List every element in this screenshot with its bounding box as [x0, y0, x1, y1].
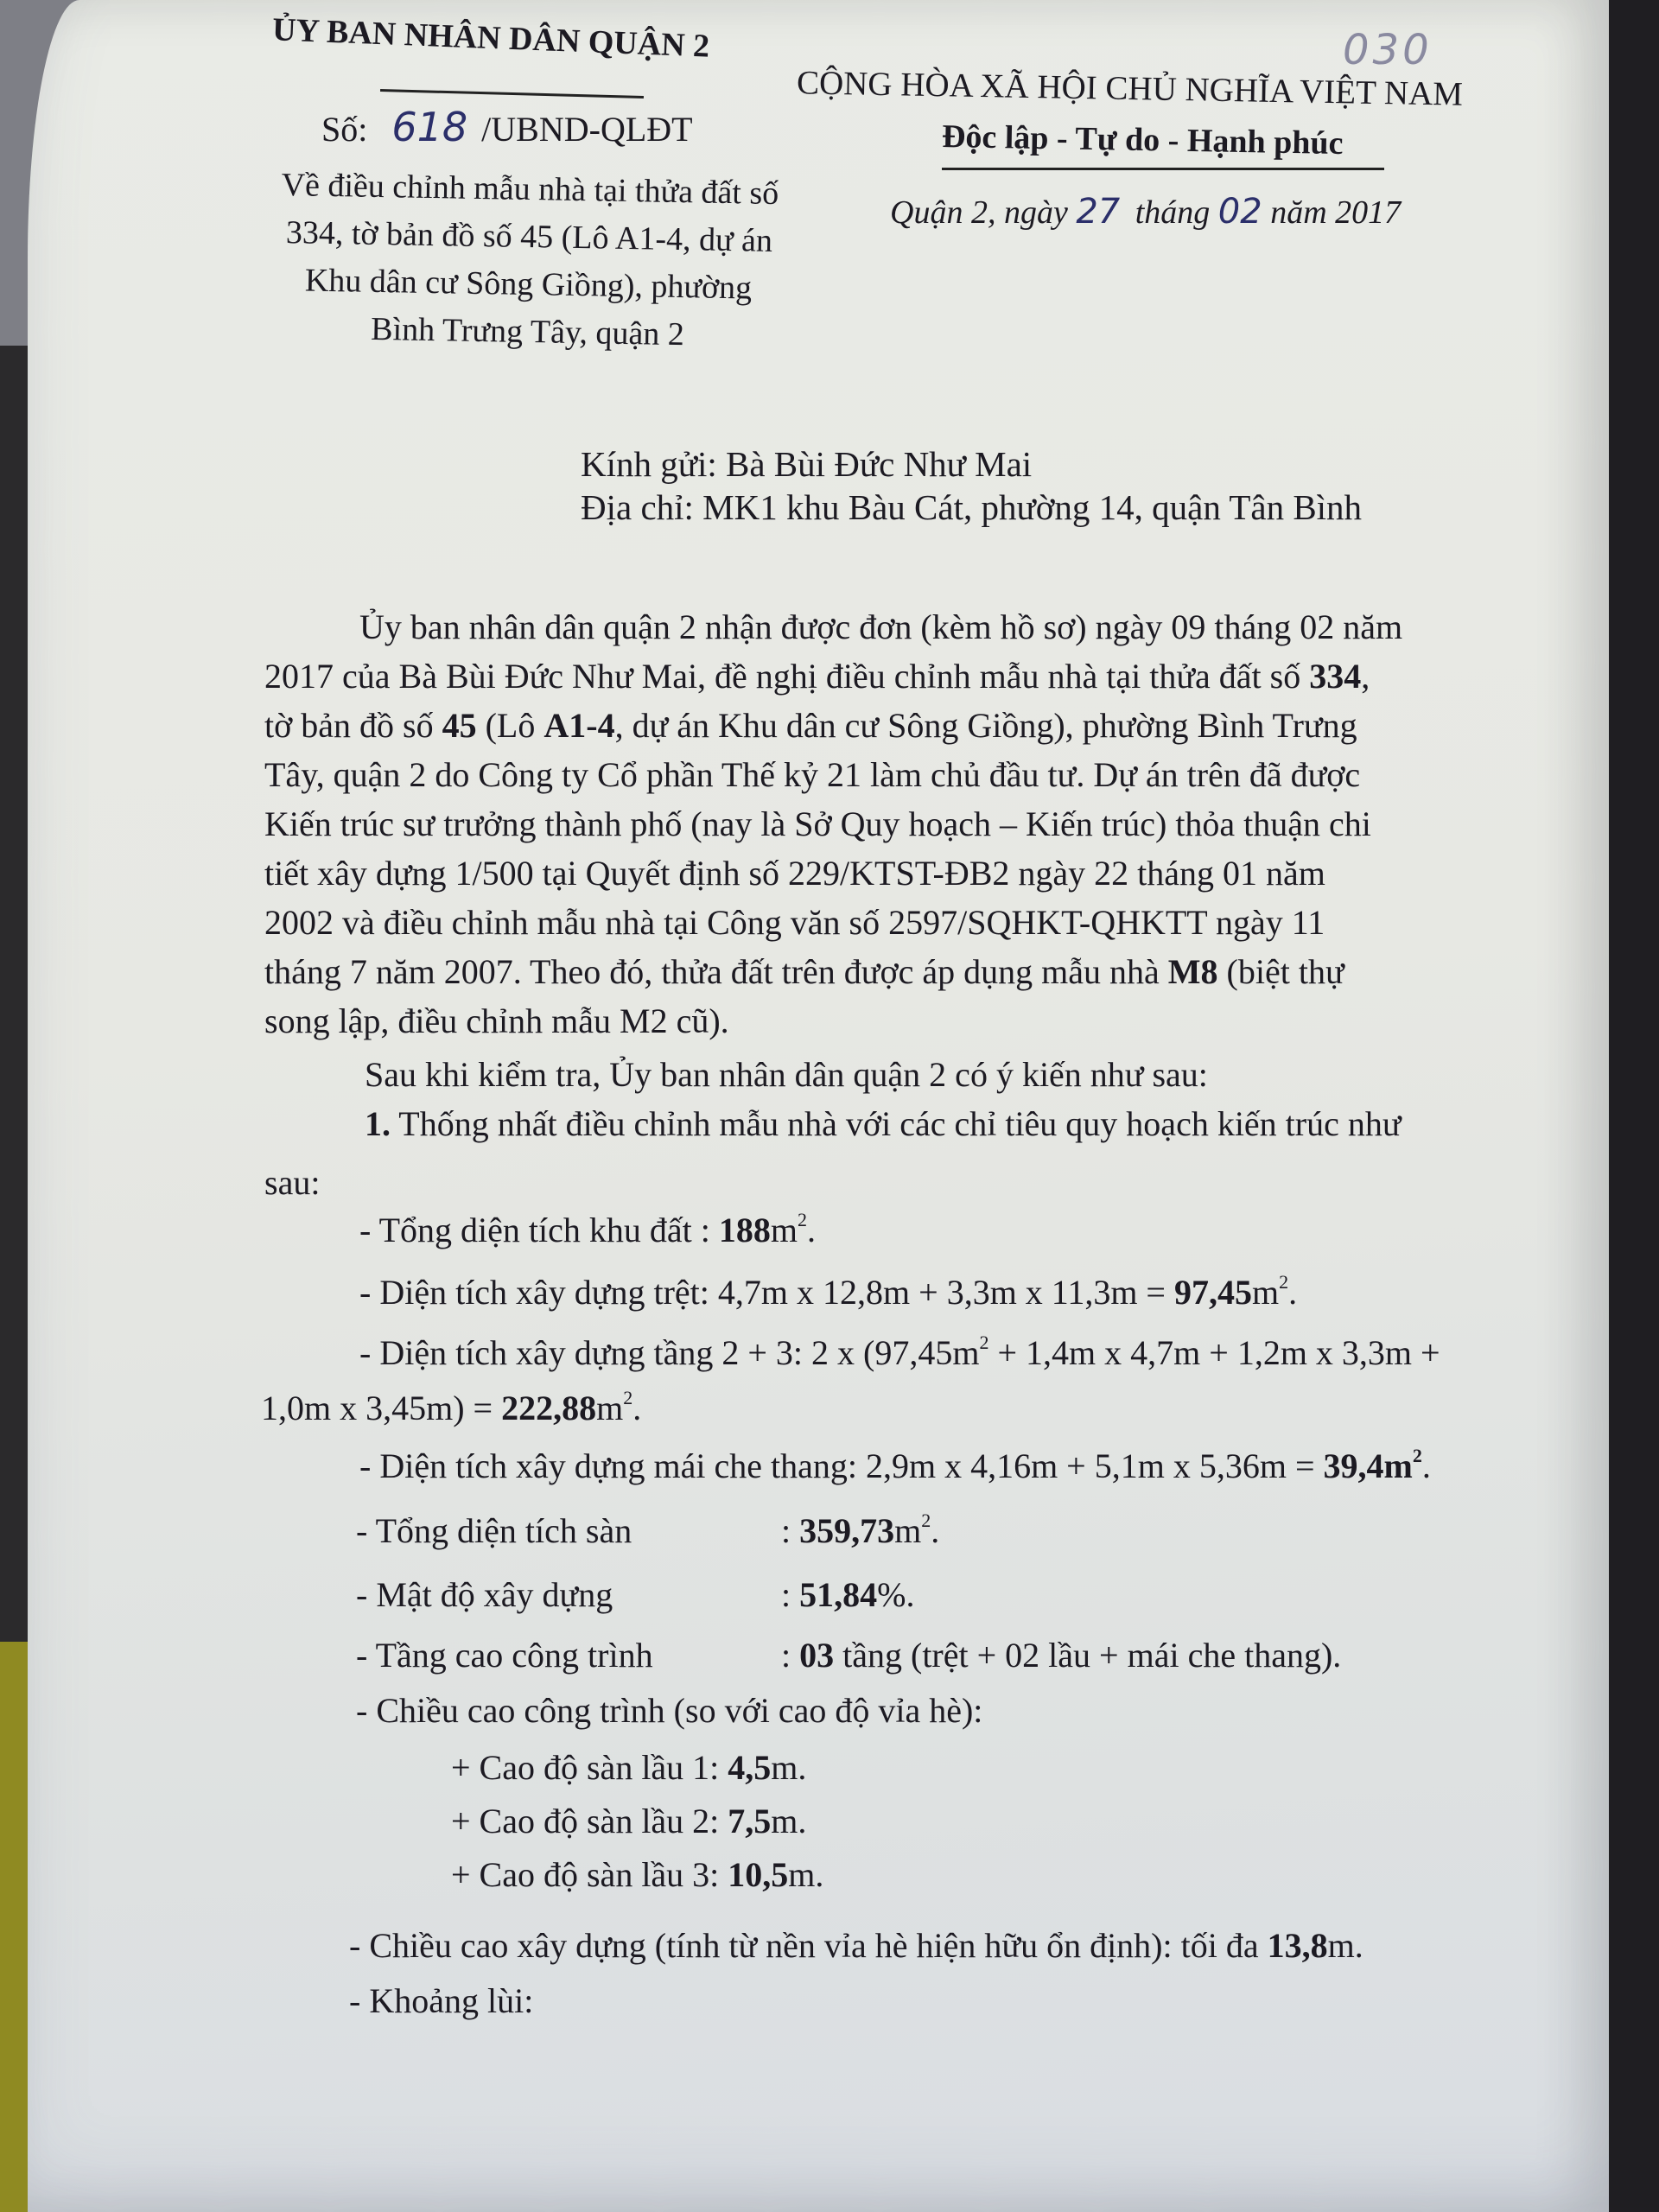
subject-line: 334, tờ bản đồ số 45 (Lô A1-4, dự án: [285, 214, 773, 259]
body-line: song lập, điều chỉnh mẫu M2 cũ).: [264, 1001, 729, 1040]
section-number: 1.: [365, 1104, 391, 1143]
item-floors: - Tầng cao công trình : 03 tầng (trệt + 02 lầu + mái che thang).: [356, 1636, 1342, 1675]
date-month: 02: [1217, 192, 1262, 232]
item-stair-roof-area: - Diện tích xây dựng mái che thang: 2,9m x 4,16m + 5,1m x $5,36m = 39,4m^2$.: [359, 1445, 1431, 1485]
recipient-to: Kính gửi: Bà Bùi Đức Như Mai: [581, 444, 1033, 484]
document-page: [28, 0, 1609, 2212]
item-total-floor-area: - Tổng diện tích sàn : $359,73m^2$.: [356, 1510, 940, 1550]
body-line: 2017 của Bà Bùi Đức Như Mai, đề nghị điều chỉnh mẫu nhà tại thửa đất số 334,: [264, 657, 1370, 696]
body-paragraph-3: 1. Thống nhất điều chỉnh mẫu nhà với các chỉ tiêu quy hoạch kiến trúc như: [365, 1104, 1402, 1143]
sub-item-floor-3: + Cao độ sàn lầu 3: 10,5m.: [451, 1855, 824, 1894]
body-line: 2002 và điều chỉnh mẫu nhà tại Công văn số 2597/SQHKT-QHKTT ngày 11: [264, 903, 1325, 942]
recipient-address: Địa chỉ: MK1 khu Bàu Cát, phường 14, quận Tân Bình: [581, 487, 1363, 527]
item-building-density: - Mật độ xây dựng : 51,84%.: [356, 1575, 915, 1614]
body-paragraph-3-cont: sau:: [264, 1163, 321, 1202]
body-line: tờ bản đồ số 45 (Lô A1-4, dự án Khu dân cư Sông Giồng), phường Bình Trưng: [264, 706, 1357, 745]
document-number: [321, 104, 693, 150]
body-line: Ủy ban nhân dân quận 2 nhận được đơn (kèm hồ sơ) ngày 09 tháng 02 năm: [359, 607, 1403, 646]
agency-name: ỦY BAN NHÂN DÂN QUẬN 2: [271, 11, 710, 65]
so-label: Số:: [321, 110, 368, 149]
so-suffix: /UBND-QLĐT: [481, 110, 693, 149]
item-floor-2-3-area: - Diện tích xây dựng tầng 2 + 3: 2 x ($97,45m^2 + 1,4m$ x 4,7m + 1,2m x 3,3m +: [359, 1332, 1440, 1372]
item-setback: - Khoảng lùi:: [349, 1981, 534, 2020]
subject-line: Bình Trưng Tây, quận 2: [370, 310, 685, 353]
sub-item-floor-1: + Cao độ sàn lầu 1: 4,5m.: [451, 1748, 807, 1787]
date-year: năm 2017: [1270, 194, 1402, 231]
item-max-height: - Chiều cao xây dựng (tính từ nền vỉa hè hiện hữu ổn định): tối đa 13,8m.: [349, 1926, 1363, 1965]
item-floor-2-3-area-cont: 1,0m x $3,45m) = 222,88m^2$.: [261, 1387, 642, 1427]
agency-underline: [380, 89, 644, 99]
country-name: CỘNG HÒA XÃ HỘI CHỦ NGHĨA VIỆT NAM: [796, 64, 1464, 113]
subject-line: Về điều chỉnh mẫu nhà tại thửa đất số: [281, 166, 779, 213]
body-line: Tây, quận 2 do Công ty Cổ phần Thế kỷ 21 làm chủ đầu tư. Dự án trên đã được: [264, 755, 1361, 794]
so-number: 618: [391, 104, 468, 150]
date-prefix: Quận 2, ngày: [890, 194, 1068, 231]
document-date: [890, 192, 1401, 232]
body-line: Kiến trúc sư trưởng thành phố (nay là Sở Quy hoạch – Kiến trúc) thỏa thuận chi: [264, 804, 1371, 843]
body-line: tháng 7 năm 2007. Theo đó, thửa đất trên được áp dụng mẫu nhà M8 (biệt thự: [264, 952, 1344, 991]
item-ground-floor-area: - Diện tích xây dựng trệt: 4,7m x 12,8m + 3,3m x $11,3m = 97,45m^2$.: [359, 1271, 1298, 1312]
item-total-land-area: - Tổng diện tích khu đất : $188m^2$.: [359, 1209, 816, 1249]
motto: Độc lập - Tự do - Hạnh phúc: [941, 118, 1344, 162]
date-day: 27: [1076, 192, 1121, 232]
date-month-label: tháng: [1135, 194, 1211, 231]
motto-underline: [942, 168, 1384, 170]
item-building-height: - Chiều cao công trình (so với cao độ vỉa hè):: [356, 1691, 983, 1730]
body-paragraph-2: Sau khi kiểm tra, Ủy ban nhân dân quận 2 có ý kiến như sau:: [365, 1055, 1208, 1094]
corner-number: 030: [1343, 26, 1433, 74]
body-paragraph-1: [264, 602, 1402, 1046]
subject-block: [251, 161, 807, 360]
body-line: tiết xây dựng 1/500 tại Quyết định số 229/KTST-ĐB2 ngày 22 tháng 01 năm: [264, 854, 1325, 893]
sub-item-floor-2: + Cao độ sàn lầu 2: 7,5m.: [451, 1802, 807, 1840]
subject-line: Khu dân cư Sông Giồng), phường: [304, 262, 753, 307]
